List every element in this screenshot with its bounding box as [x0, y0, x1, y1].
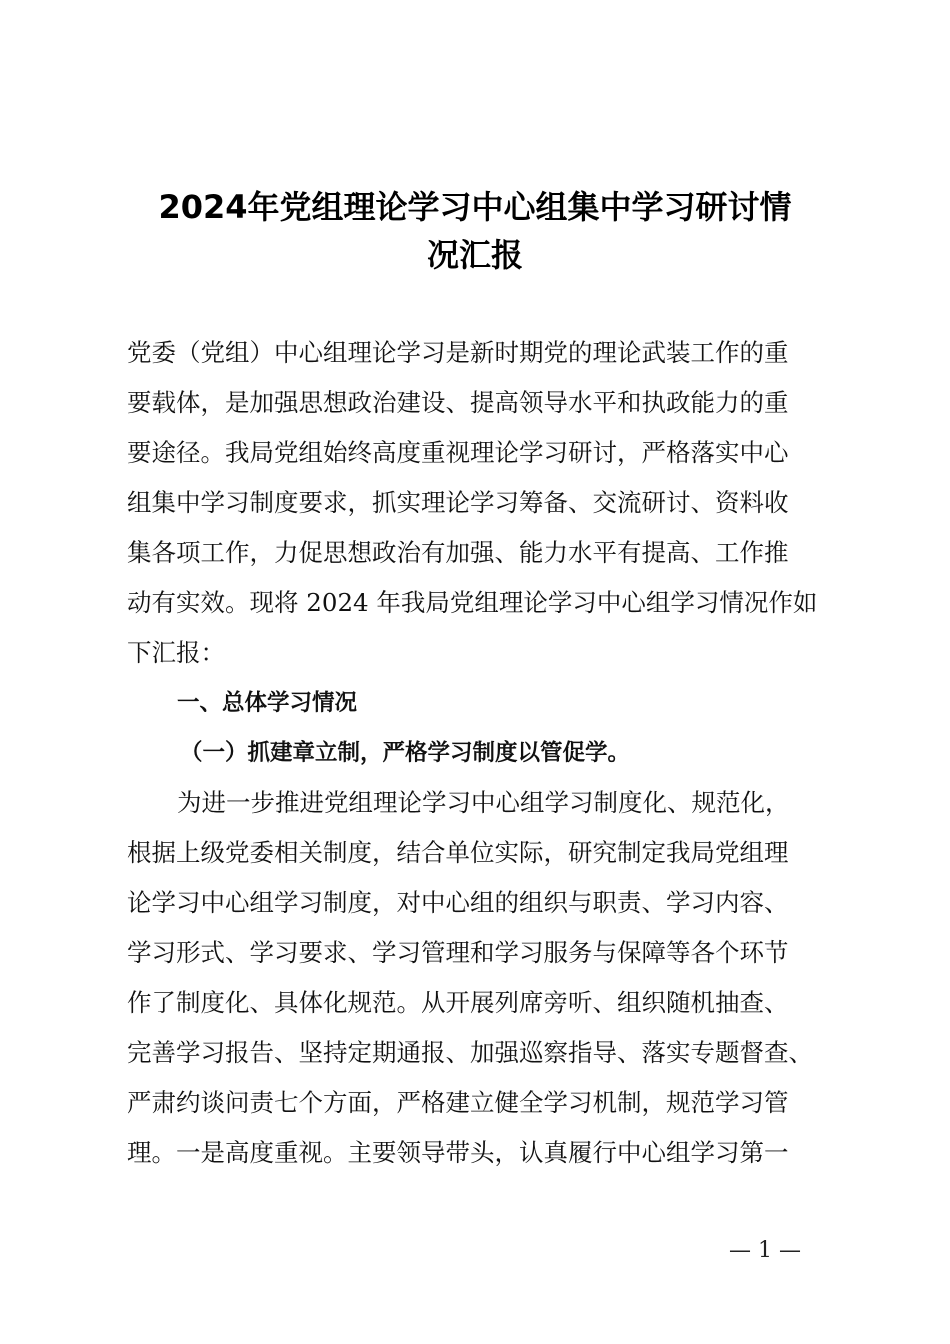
paragraph-line: 根据上级党委相关制度，结合单位实际，研究制定我局党组理: [127, 838, 789, 867]
document-title: [120, 183, 830, 279]
intro-line: 组集中学习制度要求，抓实理论学习筹备、交流研讨、资料收: [127, 488, 789, 517]
paragraph-line: 论学习中心组学习制度，对中心组的组织与职责、学习内容、: [127, 888, 789, 917]
paragraph-line: 学习形式、学习要求、学习管理和学习服务与保障等各个环节: [127, 938, 789, 967]
paragraph-line: 严肃约谈问责七个方面，严格建立健全学习机制，规范学习管: [127, 1088, 789, 1117]
section-heading: 一、总体学习情况: [177, 690, 358, 716]
page-number: — 1 —: [729, 1238, 801, 1263]
intro-line: 要载体，是加强思想政治建设、提高领导水平和执政能力的重: [127, 388, 789, 417]
paragraph-line: 完善学习报告、坚持定期通报、加强巡察指导、落实专题督查、: [127, 1038, 813, 1067]
title-line-1: 2024年党组理论学习中心组集中学习研讨情: [158, 188, 792, 226]
paragraph-line: 为进一步推进党组理论学习中心组学习制度化、规范化，: [177, 788, 790, 817]
intro-line: 要途径。我局党组始终高度重视理论学习研讨，严格落实中心: [127, 438, 789, 467]
document-body: [127, 328, 847, 1178]
intro-line: 党委（党组）中心组理论学习是新时期党的理论武装工作的重: [127, 338, 789, 367]
paragraph-line: 作了制度化、具体化规范。从开展列席旁听、组织随机抽查、: [127, 988, 789, 1017]
paragraph-line: 理。一是高度重视。主要领导带头，认真履行中心组学习第一: [127, 1138, 789, 1167]
intro-line: 下汇报：: [127, 638, 225, 667]
subsection-heading: （一）抓建章立制，严格学习制度以管促学。: [180, 740, 631, 766]
title-line-2: 况汇报: [426, 236, 523, 274]
intro-line: 集各项工作，力促思想政治有加强、能力水平有提高、工作推: [127, 538, 789, 567]
intro-line: 动有实效。现将 2024 年我局党组理论学习中心组学习情况作如: [127, 588, 818, 617]
